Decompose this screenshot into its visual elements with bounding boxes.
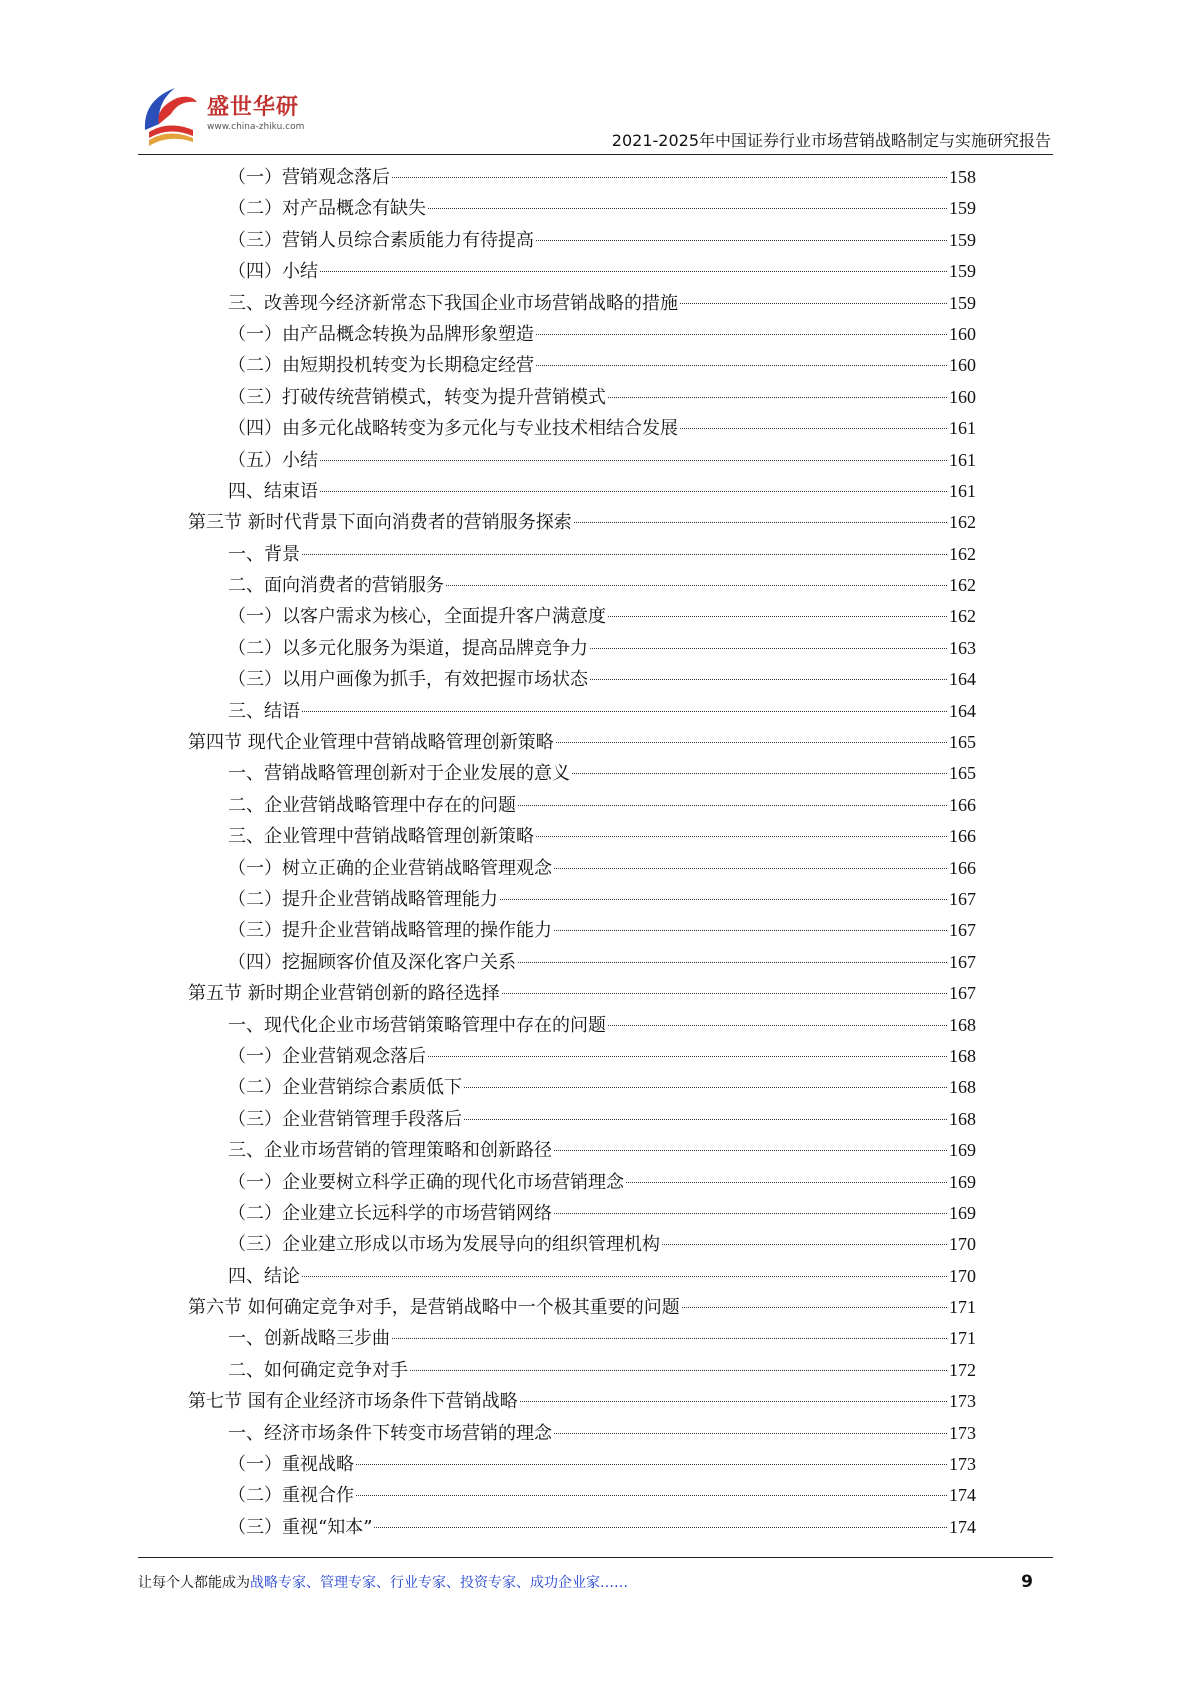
page-header: [0, 0, 1191, 160]
toc-entry-title: （三）企业营销管理手段落后: [228, 1108, 462, 1130]
toc-entry-title: （三）企业建立形成以市场为发展导向的组织管理机构: [228, 1234, 660, 1256]
toc-dot-leader: [554, 930, 947, 931]
toc-entry-title: （一）树立正确的企业营销战略管理观念: [228, 857, 552, 879]
toc-entry[interactable]: [228, 1135, 1191, 1166]
company-logo: [135, 80, 335, 150]
toc-entry-title: （二）对产品概念有缺失: [228, 198, 426, 220]
toc-dot-leader: [608, 1025, 947, 1026]
toc-entry[interactable]: [228, 947, 1191, 978]
toc-entry-title: 第七节 国有企业经济市场条件下营销战略: [188, 1391, 518, 1413]
toc-entry[interactable]: [228, 1418, 1191, 1449]
toc-entry-title: 第五节 新时期企业营销创新的路径选择: [188, 983, 500, 1005]
toc-entry-title: （三）重视“知本”: [228, 1516, 373, 1538]
toc-dot-leader: [320, 491, 947, 492]
toc-dot-leader: [574, 522, 947, 523]
toc-entry[interactable]: [228, 1072, 1191, 1103]
toc-entry-page: 160: [949, 355, 976, 376]
toc-entry[interactable]: [228, 445, 1191, 476]
toc-entry-title: 二、面向消费者的营销服务: [228, 575, 444, 597]
toc-entry[interactable]: [188, 978, 1191, 1009]
toc-entry-page: 158: [949, 167, 976, 187]
toc-entry-title: 一、背景: [228, 543, 300, 565]
toc-entry-title: 三、企业市场营销的管理策略和创新路径: [228, 1140, 552, 1162]
toc-entry[interactable]: [228, 1041, 1191, 1072]
toc-dot-leader: [518, 962, 947, 963]
toc-dot-leader: [446, 585, 947, 586]
toc-dot-leader: [608, 397, 947, 398]
header-divider: [138, 154, 1053, 155]
toc-entry-page: 160: [949, 323, 976, 344]
toc-entry-page: 164: [949, 700, 976, 721]
toc-dot-leader: [680, 303, 947, 304]
toc-dot-leader: [520, 1401, 947, 1402]
toc-dot-leader: [626, 1182, 947, 1183]
toc-dot-leader: [554, 1213, 947, 1214]
toc-entry[interactable]: [228, 1323, 1191, 1354]
toc-entry-page: 167: [949, 983, 976, 1004]
toc-entry-page: 170: [949, 1265, 976, 1286]
toc-entry[interactable]: [228, 821, 1191, 852]
toc-entry-title: （二）以多元化服务为渠道，提高品牌竞争力: [228, 637, 588, 659]
toc-dot-leader: [302, 554, 947, 555]
toc-dot-leader: [302, 711, 947, 712]
toc-entry-page: 162: [949, 606, 976, 627]
toc-entry-title: 三、企业管理中营销战略管理创新策略: [228, 826, 534, 848]
toc-entry[interactable]: [228, 413, 1191, 444]
toc-entry[interactable]: [188, 1292, 1191, 1323]
toc-entry-page: 159: [949, 198, 976, 219]
toc-entry[interactable]: [228, 1512, 1191, 1543]
toc-entry-title: （二）由短期投机转变为长期稳定经营: [228, 355, 534, 377]
footer-divider: [138, 1557, 1053, 1558]
toc-entry[interactable]: [228, 884, 1191, 915]
toc-entry-title: 一、经济市场条件下转变市场营销的理念: [228, 1422, 552, 1444]
toc-entry[interactable]: [228, 225, 1191, 256]
toc-entry[interactable]: [228, 1261, 1191, 1292]
toc-entry-page: 166: [949, 857, 976, 878]
toc-entry-title: 一、创新战略三步曲: [228, 1328, 390, 1350]
toc-entry-title: 二、如何确定竞争对手: [228, 1359, 408, 1381]
toc-dot-leader: [302, 1276, 947, 1277]
toc-dot-leader: [502, 993, 947, 994]
toc-entry-title: （二）重视合作: [228, 1485, 354, 1507]
toc-entry-page: 161: [949, 418, 976, 439]
toc-entry-title: （四）由多元化战略转变为多元化与专业技术相结合发展: [228, 418, 678, 440]
toc-entry-title: （三）营销人员综合素质能力有待提高: [228, 229, 534, 251]
toc-entry-page: 167: [949, 951, 976, 972]
toc-entry-page: 166: [949, 826, 976, 847]
toc-entry-page: 161: [949, 449, 976, 470]
toc-dot-leader: [536, 240, 947, 241]
toc-dot-leader: [320, 271, 947, 272]
toc-entry-page: 169: [949, 1202, 976, 1223]
toc-entry-page: 165: [949, 763, 976, 784]
toc-dot-leader: [682, 1307, 947, 1308]
toc-entry[interactable]: [228, 1010, 1191, 1041]
toc-entry[interactable]: [228, 696, 1191, 727]
toc-entry-page: 163: [949, 637, 976, 658]
toc-dot-leader: [608, 616, 947, 617]
toc-entry[interactable]: [228, 570, 1191, 601]
page-footer: [138, 1572, 1053, 1602]
toc-entry[interactable]: [188, 507, 1191, 538]
toc-entry-title: （二）企业营销综合素质低下: [228, 1077, 462, 1099]
toc-entry-page: 162: [949, 543, 976, 564]
toc-dot-leader: [662, 1244, 947, 1245]
toc-entry-page: 174: [949, 1516, 976, 1537]
toc-entry-title: （三）打破传统营销模式，转变为提升营销模式: [228, 386, 606, 408]
toc-entry[interactable]: [228, 193, 1191, 224]
table-of-contents: [0, 162, 1191, 1543]
toc-dot-leader: [518, 805, 947, 806]
toc-entry-title: （一）企业要树立科学正确的现代化市场营销理念: [228, 1171, 624, 1193]
toc-entry-title: （四）小结: [228, 261, 318, 283]
toc-dot-leader: [356, 1495, 947, 1496]
toc-entry-page: 173: [949, 1391, 976, 1412]
toc-entry-title: （一）企业营销观念落后: [228, 1045, 426, 1067]
toc-entry[interactable]: [228, 1167, 1191, 1198]
toc-entry-page: 160: [949, 386, 976, 407]
toc-dot-leader: [536, 365, 947, 366]
toc-entry-page: 162: [949, 512, 976, 533]
toc-entry-title: 第六节 如何确定竞争对手，是营销战略中一个极其重要的问题: [188, 1297, 680, 1319]
toc-entry-title: （一）以客户需求为核心，全面提升客户满意度: [228, 606, 606, 628]
toc-entry-title: （一）由产品概念转换为品牌形象塑造: [228, 323, 534, 345]
toc-entry-page: 167: [949, 920, 976, 941]
toc-entry-title: 四、结论: [228, 1265, 300, 1287]
toc-dot-leader: [572, 773, 947, 774]
toc-dot-leader: [428, 208, 947, 209]
toc-entry-title: 一、营销战略管理创新对于企业发展的意义: [228, 763, 570, 785]
toc-entry-page: 171: [949, 1328, 976, 1349]
toc-entry-title: 二、企业营销战略管理中存在的问题: [228, 794, 516, 816]
toc-entry[interactable]: [228, 319, 1191, 350]
toc-dot-leader: [392, 177, 947, 178]
toc-entry[interactable]: [228, 1104, 1191, 1135]
toc-entry-page: 166: [949, 794, 976, 815]
toc-dot-leader: [320, 460, 947, 461]
toc-entry[interactable]: [228, 288, 1191, 319]
toc-dot-leader: [554, 1150, 947, 1151]
toc-entry[interactable]: [228, 758, 1191, 789]
logo-url: www.china-zhiku.com: [207, 122, 305, 132]
toc-dot-leader: [536, 836, 947, 837]
toc-entry[interactable]: [228, 1198, 1191, 1229]
toc-entry-page: 162: [949, 575, 976, 596]
toc-entry-title: （一）营销观念落后: [228, 167, 390, 188]
footer-slogan-highlight: 战略专家、管理专家、行业专家、投资专家、成功企业家……: [250, 1575, 628, 1591]
toc-entry[interactable]: [228, 664, 1191, 695]
toc-entry-page: 159: [949, 261, 976, 282]
toc-entry[interactable]: [188, 1386, 1191, 1417]
toc-dot-leader: [428, 1056, 947, 1057]
toc-entry-title: 三、结语: [228, 700, 300, 722]
toc-dot-leader: [500, 899, 947, 900]
toc-entry-page: 170: [949, 1234, 976, 1255]
toc-entry-title: （二）提升企业营销战略管理能力: [228, 888, 498, 910]
logo-name: 盛世华研: [207, 95, 300, 120]
toc-entry-page: 167: [949, 888, 976, 909]
toc-entry-title: 一、现代化企业市场营销策略管理中存在的问题: [228, 1014, 606, 1036]
toc-entry-title: （二）企业建立长远科学的市场营销网络: [228, 1202, 552, 1224]
toc-entry-page: 169: [949, 1171, 976, 1192]
toc-entry-page: 168: [949, 1045, 976, 1066]
toc-entry-page: 169: [949, 1140, 976, 1161]
toc-dot-leader: [374, 1527, 947, 1528]
toc-entry-page: 168: [949, 1108, 976, 1129]
toc-entry[interactable]: [228, 790, 1191, 821]
toc-entry[interactable]: [228, 915, 1191, 946]
toc-entry-page: 165: [949, 732, 976, 753]
toc-entry[interactable]: [228, 1355, 1191, 1386]
toc-entry-page: 159: [949, 229, 976, 250]
toc-dot-leader: [356, 1464, 947, 1465]
toc-entry[interactable]: [228, 476, 1191, 507]
toc-entry[interactable]: [228, 539, 1191, 570]
toc-entry-title: 四、结束语: [228, 480, 318, 502]
toc-dot-leader: [410, 1370, 947, 1371]
toc-dot-leader: [556, 742, 947, 743]
toc-dot-leader: [536, 334, 947, 335]
toc-dot-leader: [464, 1119, 947, 1120]
toc-entry[interactable]: [228, 162, 1191, 193]
page-number: 9: [1021, 1572, 1033, 1592]
toc-entry[interactable]: [228, 1449, 1191, 1480]
toc-entry-title: 三、改善现今经济新常态下我国企业市场营销战略的措施: [228, 292, 678, 314]
toc-entry[interactable]: [188, 727, 1191, 758]
toc-entry-title: （四）挖掘顾客价值及深化客户关系: [228, 951, 516, 973]
toc-dot-leader: [392, 1338, 947, 1339]
toc-dot-leader: [554, 868, 947, 869]
footer-slogan-lead: 让每个人都能成为: [138, 1575, 250, 1591]
toc-entry-page: 161: [949, 480, 976, 501]
toc-entry-page: 173: [949, 1422, 976, 1443]
toc-entry-page: 174: [949, 1485, 976, 1506]
toc-entry-title: （三）以用户画像为抓手，有效把握市场状态: [228, 669, 588, 691]
toc-entry-page: 173: [949, 1454, 976, 1475]
toc-dot-leader: [554, 1433, 947, 1434]
toc-entry[interactable]: [228, 256, 1191, 287]
toc-entry-title: （三）提升企业营销战略管理的操作能力: [228, 920, 552, 942]
toc-dot-leader: [590, 679, 947, 680]
toc-entry[interactable]: [228, 350, 1191, 381]
toc-dot-leader: [590, 648, 947, 649]
toc-entry-page: 172: [949, 1359, 976, 1380]
logo-mark-icon: [135, 80, 205, 150]
toc-entry-title: 第三节 新时代背景下面向消费者的营销服务探索: [188, 512, 572, 534]
toc-entry-title: （一）重视战略: [228, 1454, 354, 1476]
toc-entry[interactable]: [228, 1229, 1191, 1260]
toc-entry-page: 164: [949, 669, 976, 690]
toc-entry[interactable]: [228, 382, 1191, 413]
toc-entry[interactable]: [228, 633, 1191, 664]
toc-dot-leader: [464, 1087, 947, 1088]
toc-entry-page: 159: [949, 292, 976, 313]
report-title: 2021-2025年中国证券行业市场营销战略制定与实施研究报告: [611, 131, 1051, 150]
toc-entry-title: （五）小结: [228, 449, 318, 471]
toc-entry[interactable]: [228, 853, 1191, 884]
toc-entry-page: 168: [949, 1014, 976, 1035]
toc-entry[interactable]: [228, 601, 1191, 632]
toc-entry-title: 第四节 现代企业管理中营销战略管理创新策略: [188, 732, 554, 754]
toc-entry-page: 171: [949, 1297, 976, 1318]
toc-entry[interactable]: [228, 1480, 1191, 1511]
toc-dot-leader: [680, 428, 947, 429]
toc-entry-page: 168: [949, 1077, 976, 1098]
